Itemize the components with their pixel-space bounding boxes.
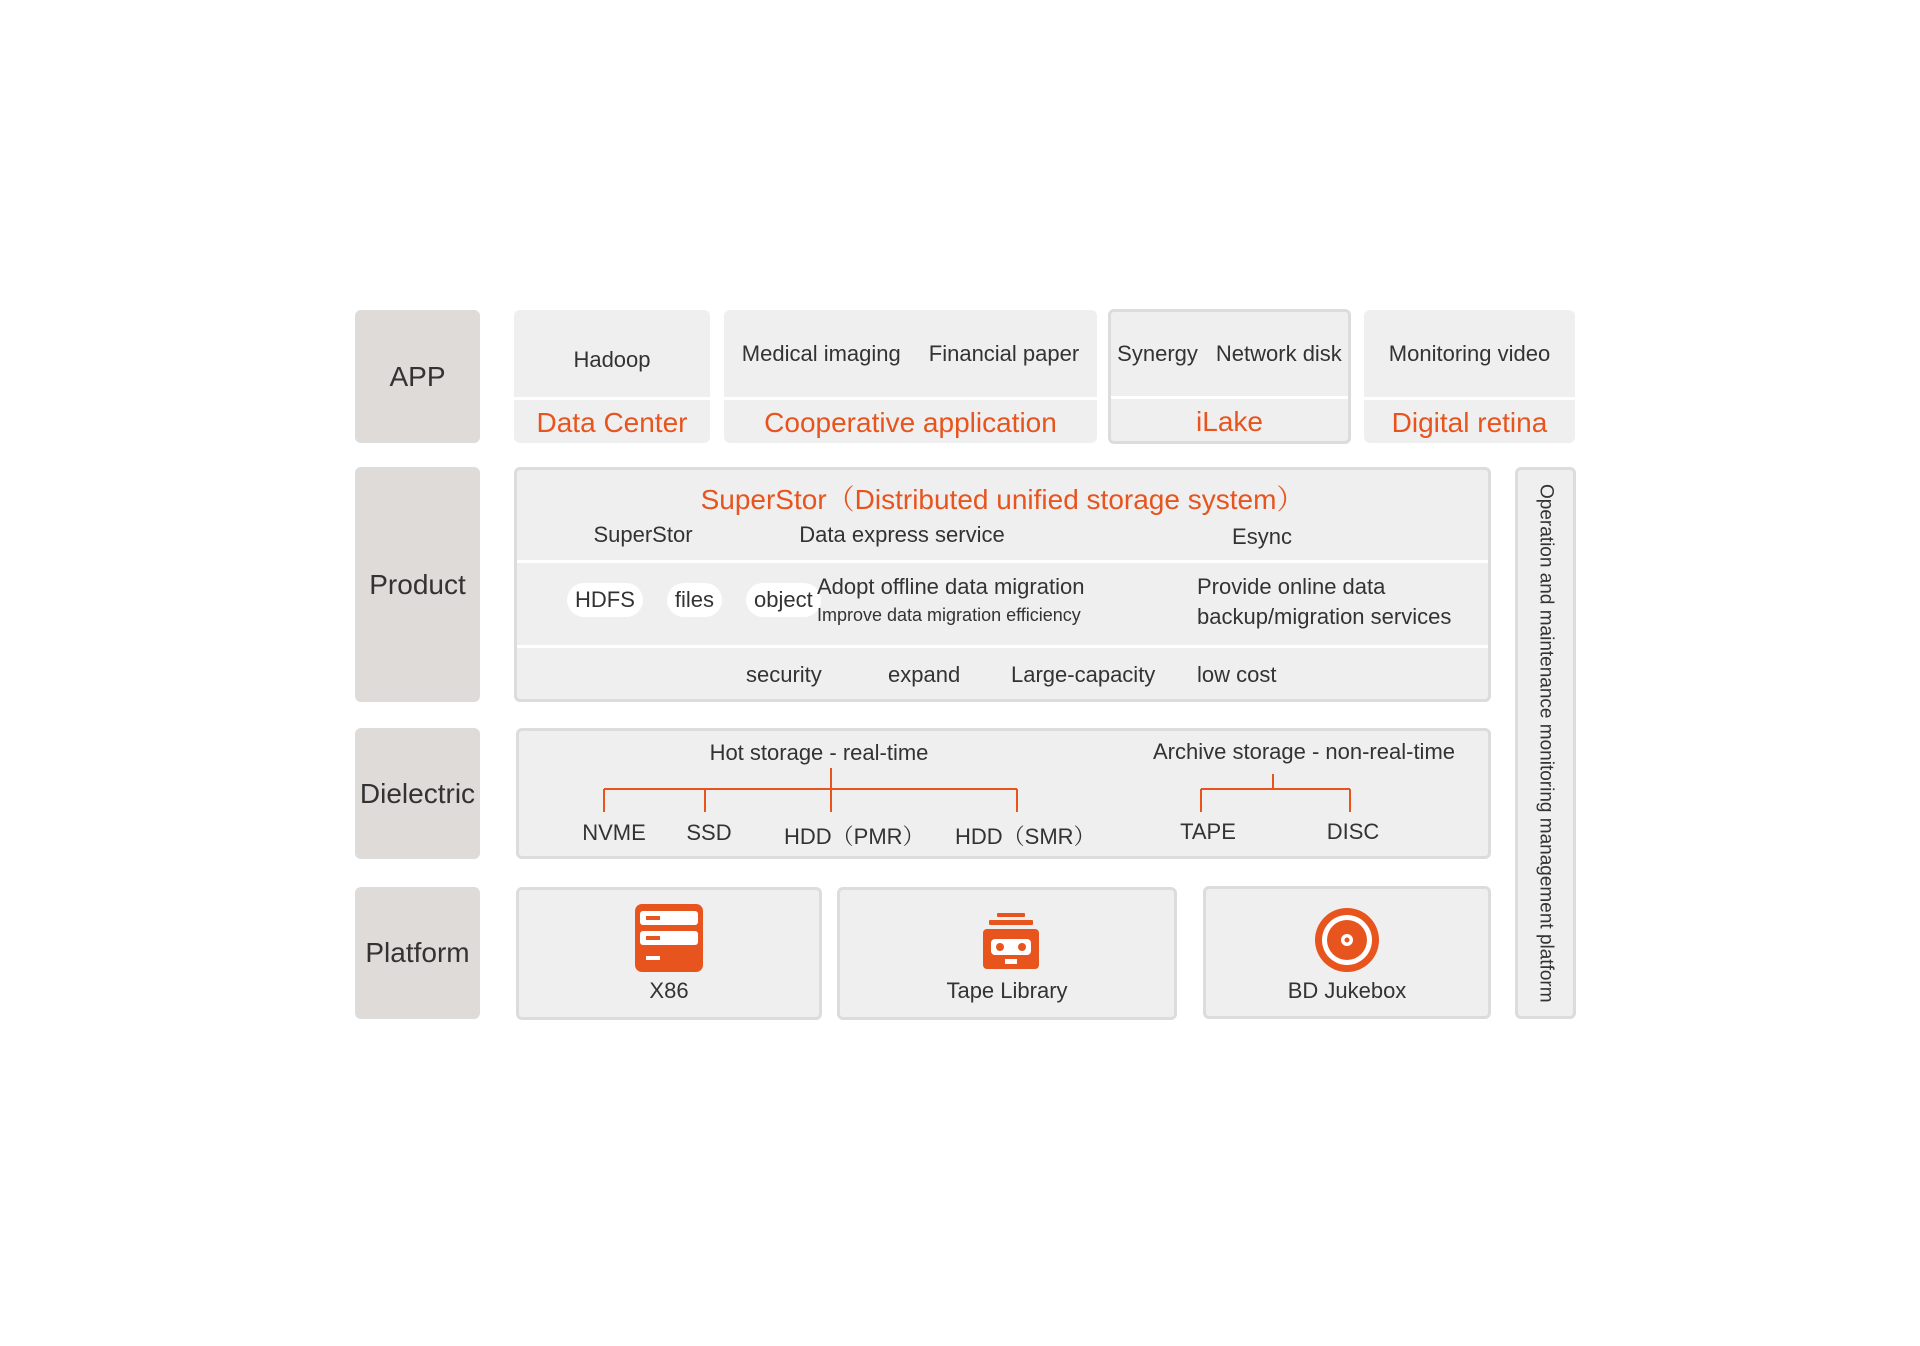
tape-library-icon	[981, 912, 1041, 970]
app-cooperative-name: Cooperative application	[724, 397, 1097, 446]
product-col-superstor: SuperStor	[593, 522, 693, 547]
app-cooperative-items	[724, 310, 1097, 397]
ops-platform-label: Operation and maintenance monitoring management platform	[1535, 483, 1557, 1003]
app-ilake-name: iLake	[1111, 396, 1348, 444]
app-digital-retina	[1364, 310, 1575, 443]
app-item-synergy: Synergy	[1117, 341, 1198, 366]
esync-desc-line2: backup/migration services	[1197, 604, 1452, 629]
dielectric-panel	[516, 728, 1491, 859]
media-ssd: SSD	[686, 820, 732, 845]
archive-storage-title: Archive storage - non-real-time	[1153, 739, 1456, 764]
protocol-hdfs: HDFS	[567, 583, 643, 617]
product-separator-1	[517, 560, 1488, 563]
express-desc-line1: Adopt offline data migration	[817, 574, 1085, 599]
product-col-express: Data express service	[799, 522, 1005, 547]
layer-label-app: APP	[355, 310, 480, 443]
product-col-esync: Esync	[1232, 524, 1292, 549]
app-data-center	[514, 310, 710, 443]
platform-bd-jukebox-label: BD Jukebox	[1287, 978, 1407, 1003]
hot-storage-title: Hot storage - real-time	[709, 740, 929, 765]
layer-label-product: Product	[355, 467, 480, 702]
esync-desc-line1: Provide online data	[1197, 574, 1386, 599]
app-data-center-name: Data Center	[514, 397, 710, 446]
media-hdd-pmr: HDD（PMR）	[784, 824, 925, 849]
media-disc: DISC	[1326, 819, 1380, 844]
product-panel	[514, 467, 1491, 702]
feature-large-capacity: Large-capacity	[1011, 662, 1156, 687]
platform-x86-label: X86	[649, 978, 689, 1003]
app-digital-retina-name: Digital retina	[1364, 397, 1575, 446]
layer-label-dielectric: Dielectric	[355, 728, 480, 859]
media-nvme: NVME	[582, 820, 646, 845]
feature-low-cost: low cost	[1197, 662, 1277, 687]
platform-bd-jukebox	[1203, 886, 1491, 1019]
protocol-files: files	[667, 583, 722, 617]
server-icon	[634, 903, 704, 973]
layer-label-platform: Platform	[355, 887, 480, 1019]
app-item-financial-paper: Financial paper	[928, 340, 1080, 366]
platform-tape-library	[837, 887, 1177, 1020]
feature-security: security	[746, 662, 822, 687]
app-item-hadoop: Hadoop	[573, 346, 651, 372]
product-title: SuperStor（Distributed unified storage system）	[700, 484, 1305, 515]
ops-platform-bar	[1515, 467, 1576, 1019]
protocol-object: object	[746, 583, 821, 617]
app-cooperative	[724, 310, 1097, 443]
platform-x86	[516, 887, 822, 1020]
product-separator-2	[517, 645, 1488, 648]
disc-icon	[1313, 906, 1381, 974]
platform-tape-library-label: Tape Library	[946, 978, 1068, 1003]
media-tape: TAPE	[1180, 819, 1236, 844]
media-hdd-smr: HDD（SMR）	[955, 824, 1096, 849]
protocol-list	[567, 583, 821, 617]
express-desc-line2: Improve data migration efficiency	[817, 605, 1081, 625]
feature-expand: expand	[888, 662, 961, 687]
app-digital-retina-items	[1364, 310, 1575, 397]
app-ilake-items	[1111, 312, 1348, 396]
app-ilake	[1108, 309, 1351, 444]
app-item-monitoring-video: Monitoring video	[1388, 340, 1551, 366]
app-item-medical-imaging: Medical imaging	[741, 340, 901, 366]
app-item-network-disk: Network disk	[1215, 341, 1342, 366]
app-data-center-items	[514, 310, 710, 397]
